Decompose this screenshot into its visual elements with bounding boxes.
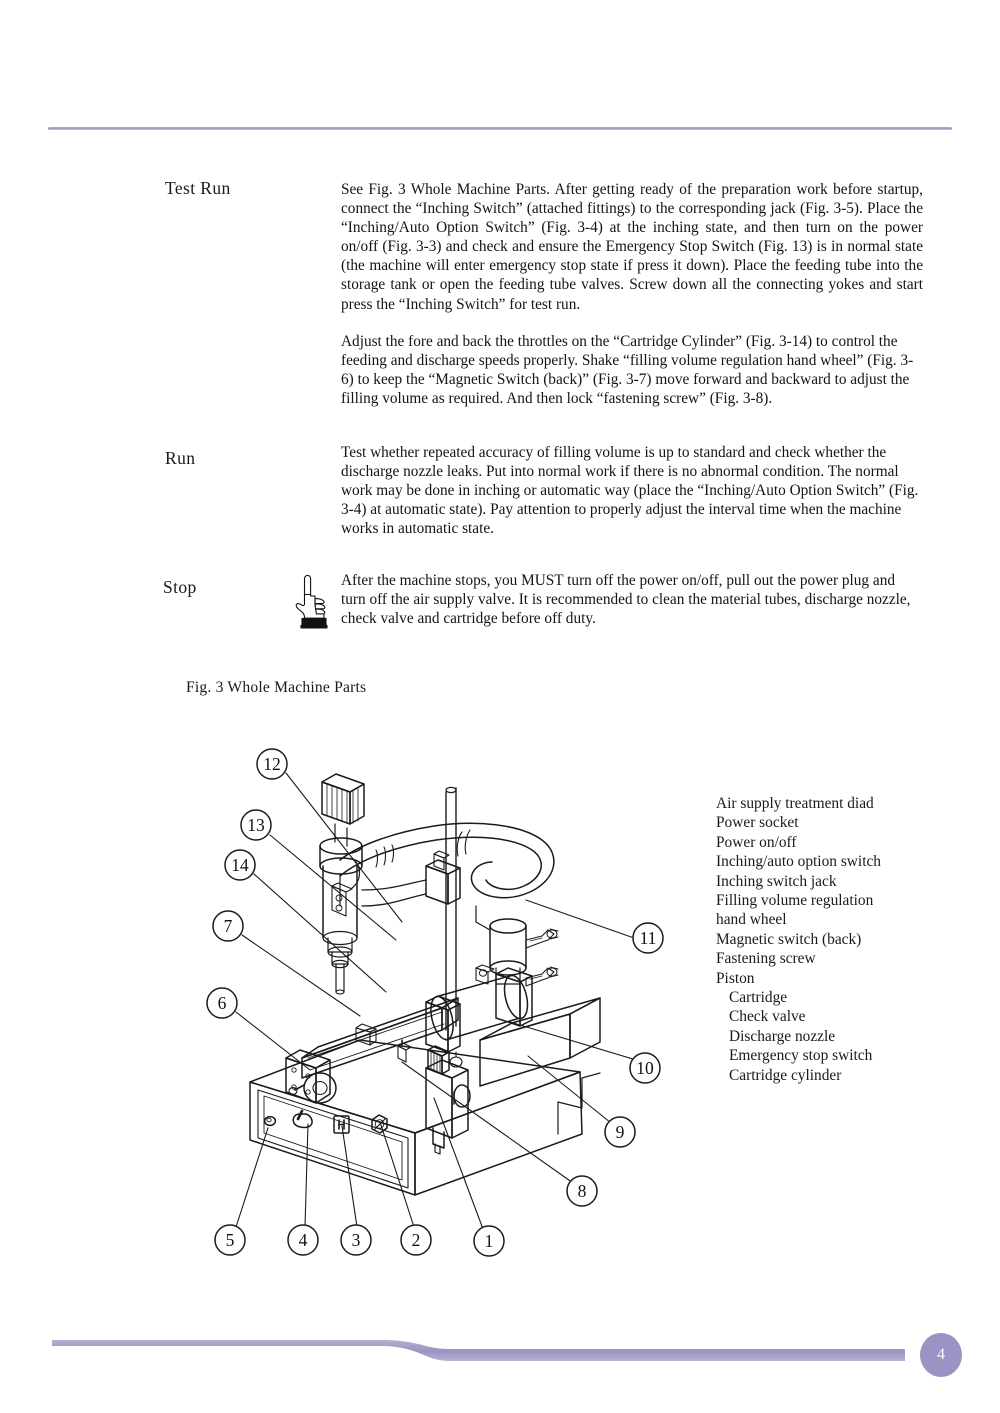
page-footer bbox=[0, 1315, 1000, 1395]
figure-callout-1 bbox=[474, 1226, 504, 1256]
parts-list-item: Magnetic switch (back) bbox=[716, 930, 862, 948]
figure-whole-machine-parts bbox=[190, 740, 710, 1280]
figure-callout-2 bbox=[401, 1225, 431, 1255]
figure-callout-label: 3 bbox=[351, 1230, 361, 1251]
section-label-test-run: Test Run bbox=[165, 178, 231, 198]
parts-list-item: Power socket bbox=[716, 814, 799, 832]
parts-list-item: Emergency stop switch bbox=[729, 1047, 873, 1065]
parts-list-item: Piston bbox=[716, 969, 755, 987]
figure-callout-7 bbox=[213, 911, 243, 941]
figure-callout-label: 14 bbox=[231, 855, 249, 876]
figure-callout-9 bbox=[605, 1117, 635, 1147]
figure-callout-label: 10 bbox=[636, 1058, 654, 1079]
parts-list-item: hand wheel bbox=[716, 911, 787, 929]
figure-callout-label: 13 bbox=[247, 815, 265, 836]
section-label-run: Run bbox=[165, 448, 196, 468]
figure-callout-5 bbox=[215, 1225, 245, 1255]
figure-callout-label: 1 bbox=[484, 1231, 494, 1252]
parts-list-item: Cartridge cylinder bbox=[729, 1066, 842, 1084]
figure-callout-8 bbox=[567, 1176, 597, 1206]
figure-callout-4 bbox=[288, 1225, 318, 1255]
figure-callout-11 bbox=[633, 923, 663, 953]
pointing-hand-icon bbox=[293, 574, 333, 630]
section-label-stop: Stop bbox=[163, 577, 197, 597]
parts-list-item: Inching/auto option switch bbox=[716, 853, 881, 871]
parts-list-item: Discharge nozzle bbox=[729, 1027, 836, 1045]
figure-callout-13 bbox=[241, 810, 271, 840]
parts-list-item: Check valve bbox=[729, 1008, 806, 1026]
figure-callout-label: 11 bbox=[639, 928, 657, 949]
figure-callout-label: 8 bbox=[577, 1181, 587, 1202]
header-rule bbox=[48, 127, 952, 130]
section-paragraph-test-run-2: Adjust the fore and back the throttles on the “Cartridge Cylinder” (Fig. 3-14) to control the feeding and discharge speeds properly. Shake “filling volume regulation hand wheel” (Fig. 3-6) to keep the “Magnetic Switch (back)” (Fig. 3-7) move forward and backward to adjust the filling volume as required. And then lock “fastening screw” (Fig. 3-8). bbox=[341, 333, 914, 408]
page-number: 4 bbox=[937, 1346, 945, 1363]
figure-caption: Fig. 3 Whole Machine Parts bbox=[186, 679, 367, 696]
figure-callout-10 bbox=[630, 1053, 660, 1083]
parts-list bbox=[716, 794, 946, 1085]
parts-list-item: Power on/off bbox=[716, 833, 797, 851]
figure-callout-14 bbox=[225, 850, 255, 880]
figure-callout-label: 9 bbox=[615, 1122, 625, 1143]
figure-callout-label: 4 bbox=[298, 1230, 308, 1251]
parts-list-item: Inching switch jack bbox=[716, 872, 837, 890]
figure-callout-label: 12 bbox=[263, 754, 281, 775]
parts-list-item: Cartridge bbox=[729, 989, 788, 1007]
figure-callout-label: 6 bbox=[217, 993, 227, 1014]
figure-callout-6 bbox=[207, 988, 237, 1018]
parts-list-item: Fastening screw bbox=[716, 950, 816, 968]
section-paragraph-stop: After the machine stops, you MUST turn off the power on/off, pull out the power plug and turn off the air supply valve. It is recommended to clean the material tubes, discharge nozzle, check valve and cartridge before off duty. bbox=[341, 572, 911, 628]
section-paragraph-run: Test whether repeated accuracy of filling volume is up to standard and check whether the discharge nozzle leaks. Put into normal work if there is no abnormal condition. The normal work may be done in inching or automatic way (place the “Inching/Auto Option Switch” (Fig. 3-4) at automatic state). Pay attention to properly adjust the interval time when the machine works in automatic state. bbox=[341, 444, 919, 538]
parts-list-item: Filling volume regulation bbox=[716, 892, 874, 910]
figure-callout-12 bbox=[257, 749, 287, 779]
figure-callout-3 bbox=[341, 1225, 371, 1255]
parts-list-item: Air supply treatment diad bbox=[716, 795, 874, 812]
figure-callout-label: 7 bbox=[223, 916, 233, 937]
figure-callout-label: 5 bbox=[225, 1230, 235, 1251]
figure-callout-label: 2 bbox=[411, 1230, 421, 1251]
section-paragraph-test-run-1: See Fig. 3 Whole Machine Parts. After getting ready of the preparation work before startup, connect the “Inching Switch” (attached fittings) to the corresponding jack (Fig. 3-5). Place the “Inching/Auto Option Switch” (Fig. 3-4) at the inching state, and then turn on the power on/off (Fig. 3-3) and check and ensure the Emergency Stop Switch (Fig. 13) is in normal state (the machine will enter emergency stop state if press it down). Place the feeding tube into the storage tank or open the feeding tube valves. Screw down all the connecting yokes and start press the “Inching Switch” for test run. bbox=[341, 181, 923, 313]
